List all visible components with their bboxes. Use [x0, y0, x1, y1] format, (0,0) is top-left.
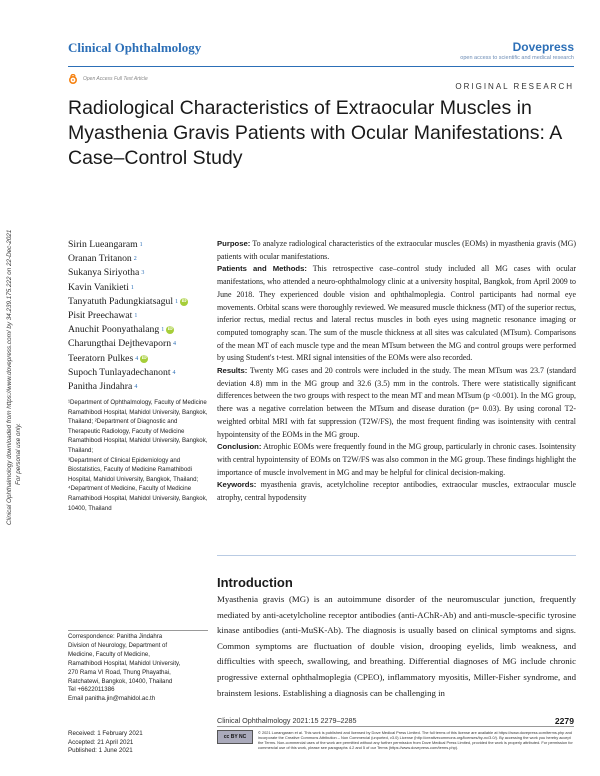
- author[interactable]: [68, 323, 218, 337]
- received-date: Received: 1 February 2021: [68, 730, 143, 737]
- orcid-icon[interactable]: iD: [141, 355, 147, 361]
- abstract-keywords: [217, 479, 576, 504]
- author[interactable]: [68, 337, 218, 351]
- author-name[interactable]: Charungthai Dejthevaporn: [68, 338, 172, 350]
- author[interactable]: [68, 281, 218, 295]
- license-text: © 2021 Lueangaram et al. This work is published and licensed by Dove Medical Press Limited. The full terms of this license are available at https://www.dovepress.com/terms.php and incorporate the Creative Commons Attribution – Non Commercial (unported, v3.0) License (http://creativecommons.org/licenses/by-nc/3.0/). By accessing the work you hereby accept the Terms. Non-commercial uses of the work are permitted without any further permission from Dove Medical Press Limited, provided the work is properly attributed. For permission for commercial use of this work, please see paragraphs 4.2 and 5 of our Terms (https://www.dovepress.com/terms.php).: [258, 730, 573, 750]
- author[interactable]: [68, 366, 218, 380]
- author[interactable]: [68, 295, 218, 309]
- abstract-divider: [217, 555, 576, 556]
- author-name[interactable]: Kavin Vanikieti: [68, 281, 129, 293]
- abstract-conclusion: [217, 441, 576, 479]
- publisher-tagline: open access to scientific and medical research: [460, 55, 574, 61]
- author[interactable]: [68, 352, 218, 366]
- article-type-label: ORIGINAL RESEARCH: [455, 82, 574, 91]
- open-access-badge: [68, 74, 148, 84]
- author[interactable]: [68, 266, 218, 280]
- author-name[interactable]: Anuchit Poonyathalang: [68, 324, 160, 336]
- download-watermark: [6, 155, 30, 525]
- author-name[interactable]: Tanyatuth Padungkiatsagul: [68, 295, 174, 307]
- correspondence-line: Ratchatewi, Bangkok, 10400, Thailand: [68, 677, 173, 685]
- author-affiliation-marker: 1: [134, 313, 138, 320]
- download-notice: Clinical Ophthalmology downloaded from https://www.dovepress.com/ by 34.239.175.222 on 22-Dec-2021: [6, 229, 13, 525]
- abstract-methods-text: This retrospective case–control study included all MG cases with ocular manifestations, who attended a neuro-ophthalmology clinic at a university hospital, Bangkok, from April 2009 to June 2018. They experienced double vision and ophthalmoplegia. Control participants had normal eye movements. Orbital scans were thoroughly reviewed. We measured muscle thickness (MT) of the superior rectus, inferior rectus, medial rectus and lateral rectus muscles in both eyes using magnetic resonance imaging or computed tomography scan. The sum of the muscle thickness at all sites was calculated (MTsum). Comparisons of the mean MT of each muscle type and the mean MTsum between the MG and control groups were performed by using Student's t-test. MRI signal intensities of the EOMs were also recorded.: [217, 264, 576, 363]
- license-block: [217, 730, 576, 750]
- author-name[interactable]: Sukanya Siriyotha: [68, 267, 140, 279]
- author-name[interactable]: Oranan Tritanon: [68, 253, 132, 265]
- introduction-heading: Introduction: [217, 575, 293, 590]
- author-affiliation-marker: 4: [173, 341, 177, 348]
- author-affiliation-marker: 4: [172, 369, 176, 376]
- author[interactable]: [68, 252, 218, 266]
- journal-name[interactable]: Clinical Ophthalmology: [68, 40, 202, 55]
- author-affiliation-marker: 3: [141, 270, 145, 277]
- article-title: Radiological Characteristics of Extraocular Muscles in Myasthenia Gravis Patients with Ocular Manifestations: A Case–Control Study: [68, 97, 562, 169]
- affiliation: ³Department of Clinical Epidemiology and Biostatistics, Faculty of Medicine Ramathibodi Hospital, Mahidol University, Bangkok, Thailand;: [68, 456, 199, 483]
- footer-divider: [217, 726, 574, 727]
- abstract-methods-label: Patients and Methods:: [217, 264, 307, 274]
- correspondence: [68, 633, 214, 704]
- correspondence-line: Division of Neurology, Department of: [68, 641, 168, 649]
- author-name[interactable]: Panitha Jindahra: [68, 381, 133, 393]
- abstract-keywords-text: myasthenia gravis, acetylcholine receptor antibodies, extraocular muscles, extraocular muscle atrophy, central hypodensity: [217, 480, 576, 503]
- abstract-purpose-text: To analyze radiological characteristics of the extraocular muscles (EOMs) in myasthenia gravis (MG) patients with ocular manifestations.: [217, 239, 576, 261]
- introduction-text: Myasthenia gravis (MG) is an autoimmune disorder of the neuromuscular junction, frequently mediated by anti-acetylcholine receptor antibodies (anti-AChR-Ab) and anti-muscle-specific tyrosine kinase antibodies (anti-MuSK-Ab). The diagnosis is usually based on clinical symptoms and signs. Common symptoms are fluctuation of double vision, drooping eyelids, limb weakness, and difficulties with speech, swallowing, and breathing. Differential diagnoses of MG include chronic progressive external ophthalmoplegia (CPEO), inflammatory myositis, Miller-Fisher syndrome, and brainstem lesions. Establishing a diagnosis can be challenging in: [217, 594, 576, 698]
- abstract-results-label: Results:: [217, 366, 248, 376]
- personal-use-notice: For personal use only.: [15, 423, 22, 485]
- author[interactable]: [68, 380, 218, 394]
- correspondence-line: Medicine, Faculty of Medicine,: [68, 650, 150, 658]
- publication-dates: [68, 730, 143, 756]
- header-divider: [68, 66, 574, 67]
- author-affiliation-marker: 4: [135, 355, 139, 362]
- author-name[interactable]: Supoch Tunlayadechanont: [68, 366, 171, 378]
- published-date: Published: 1 June 2021: [68, 747, 133, 755]
- page-number: 2279: [554, 716, 574, 726]
- author-affiliation-marker: 4: [134, 384, 138, 391]
- author-affiliation-marker: 2: [133, 256, 137, 263]
- abstract-keywords-label: Keywords:: [217, 480, 257, 490]
- correspondence-phone: Tel +6622011386: [68, 686, 115, 694]
- correspondence-line: Ramathibodi Hospital, Mahidol University,: [68, 659, 181, 667]
- creative-commons-badge[interactable]: cc BY NC: [217, 730, 253, 744]
- affiliations: [68, 398, 208, 513]
- abstract-results: [217, 365, 576, 441]
- abstract-conclusion-text: Atrophic EOMs were frequently found in the MG group, particularly in chronic cases. Isointensity with central hypointensity of EOMs on T2W/FS was also common in the MG group. These findings highlight the importance of muscle involvement in MG and may be helpful for clinical decision-making.: [217, 442, 576, 477]
- author-name[interactable]: Pisit Preechawat: [68, 310, 133, 322]
- affiliation: ¹Department of Ophthalmology, Faculty of Medicine Ramathibodi Hospital, Mahidol University, Bangkok, Thailand; ²Department of Diagnostic and Therapeutic Radiology, Faculty of Medicine Ramathibodi Hospital, Mahidol University, Bangkok, Thailand;: [68, 399, 208, 454]
- abstract-conclusion-label: Conclusion:: [217, 442, 262, 452]
- publisher-logo[interactable]: Dovepress: [512, 40, 574, 54]
- footer-citation: Clinical Ophthalmology 2021:15 2279–2285: [217, 716, 357, 725]
- abstract-methods: [217, 263, 576, 365]
- abstract-purpose: [217, 238, 576, 263]
- accepted-date: Accepted: 21 April 2021: [68, 738, 134, 746]
- author-affiliation-marker: 1: [130, 284, 134, 291]
- open-access-label: Open Access Full Text Article: [83, 76, 148, 82]
- author[interactable]: [68, 238, 218, 252]
- correspondence-email[interactable]: Email panitha.jin@mahidol.ac.th: [68, 695, 156, 703]
- author[interactable]: [68, 309, 218, 323]
- orcid-icon[interactable]: iD: [167, 327, 173, 333]
- affiliation: ⁴Department of Medicine, Faculty of Medicine Ramathibodi Hospital, Mahidol University, Bangkok, 10400, Thailand: [68, 485, 208, 512]
- author-affiliation-marker: 1: [161, 327, 165, 334]
- author-list: [68, 238, 218, 394]
- abstract-purpose-label: Purpose:: [217, 239, 251, 248]
- correspondence-line: 270 Rama VI Road, Thung Phayathai,: [68, 668, 171, 676]
- author-affiliation-marker: 1: [139, 242, 143, 248]
- author-name[interactable]: Teeratorn Pulkes: [68, 352, 134, 364]
- abstract-results-text: Twenty MG cases and 20 controls were included in the study. The mean MTsum was 23.7 (standard deviation 4.8) mm in the MG group and 32.6 (3.5) mm in the controls. There were statistically significant differences between the two groups with respect to the mean MT and mean MTsum (p <0.001). In the MG group, there was a negative correlation between the MTsum and disease duration (p= 0.03). By using coronal T2-weighted orbital MRI with fat suppression (T2W/FS), the most frequent finding was isointensity with central hypointensity of the EOMs in the MG group.: [217, 366, 576, 439]
- orcid-icon[interactable]: iD: [181, 298, 187, 304]
- correspondence-divider: [68, 630, 208, 631]
- author-name[interactable]: Sirin Lueangaram: [68, 239, 138, 250]
- abstract: [217, 238, 576, 505]
- open-access-icon: [68, 74, 78, 84]
- author-affiliation-marker: 1: [175, 298, 179, 305]
- correspondence-line: Correspondence: Panitha Jindahra: [68, 633, 163, 640]
